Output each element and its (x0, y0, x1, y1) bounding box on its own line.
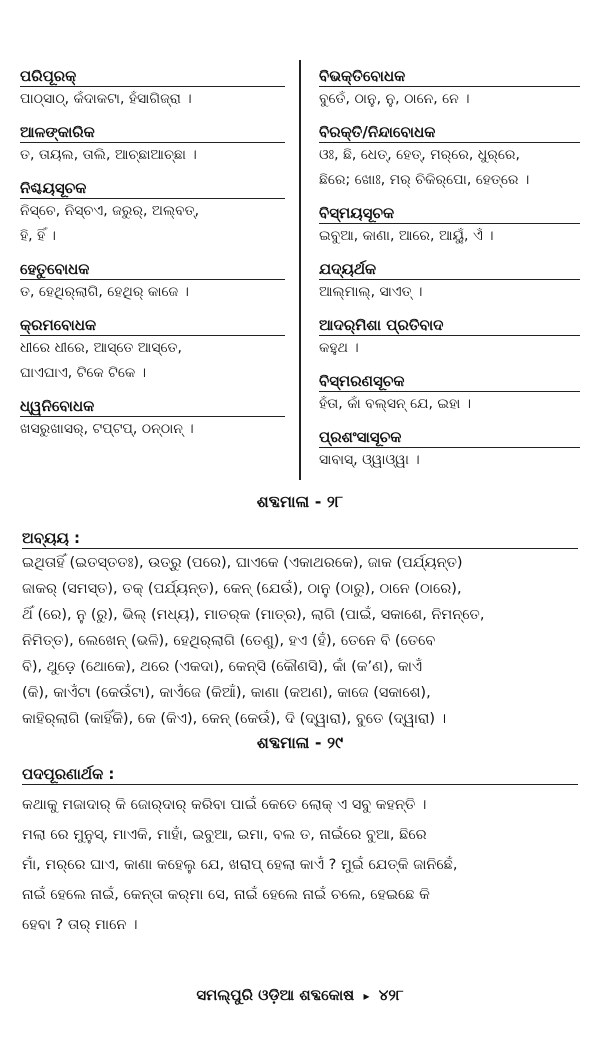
category-words: ହଁତା, କାଁ ବଲ୍‌ସନ୍ ଯେ, ଇହା । (319, 396, 472, 412)
section-29-body (22, 790, 582, 940)
right-entry (319, 365, 580, 417)
category-words: ତ, ହେଥିର୍‌ଲାଗି, ହେଥିର୍ କାଜେ । (20, 284, 189, 300)
category-words: ହି, ହିଁ । (20, 228, 56, 244)
right-entry (319, 421, 580, 473)
category-heading: ଯଦ୍ୟର୍ଥକ (319, 253, 580, 280)
category-words: ପାଠ୍‌ସାଠ୍, କଁଦାକଟା, ହଁସାଗିଜ୍‌ରା । (20, 91, 192, 107)
category-words: ଓଃ, ଛି, ଧେତ୍, ହେତ୍, ମର୍‌ରେ, ଧୁର୍‌ରେ, (319, 147, 520, 163)
footer-page-number: ୪୨୮ (378, 986, 404, 1004)
paragraph-line: ନିମିତ୍ତ), ଲେଖେନ୍ (ଭଳି), ହେଥିର୍‌ଲାଗି (ତେଣୁ), ହଏ (ହଁ), ତେନେ ବି (ତେବେ (22, 633, 436, 649)
paragraph-line: ଜାକର୍ (ସମସ୍ତ), ତକ୍ (ପର୍ଯ୍ୟନ୍ତ), କେନ୍ (ଯେଉଁ), ଠାନୁ (ଠାରୁ), ଠାନେ (ଠାରେ), (22, 581, 462, 597)
left-entry (20, 253, 285, 305)
paragraph-line: ଥିଁ (ରେ), ନୁ (ରୁ), ଭିଲ୍ (ମଧ୍ୟ), ମାତର୍‌କ (ମାତ୍ର), ଲାଗି (ପାଇଁ, ସକାଶେ, ନିମନ୍ତେ, (22, 607, 485, 623)
category-words: ଖସରୁଖାସର୍, ଟପ୍‌ଟପ୍, ଠନ୍‌ଠାନ୍ । (20, 421, 194, 437)
category-heading: ଆଦର୍‌ମିଶା ପ୍ରତିବାଦ (319, 309, 580, 336)
paragraph-line: ମାଁ, ମର୍‌ରେ ଘାଏ, କାଣା କହେଲୁ ଯେ, ଖରାପ୍ ହେଲା କାଏଁ ? ମୁଇଁ ଯେତ୍‌କି ଜାନିଛେଁ, (22, 857, 458, 873)
right-entry (319, 116, 580, 193)
right-entry (319, 197, 580, 249)
left-entry (20, 116, 285, 168)
category-heading: ବିରକ୍ତି/ନିନ୍ଦାବୋଧକ (319, 116, 580, 143)
paragraph-line: ହେବା ? ତାର୍ ମାନେ । (22, 917, 138, 933)
section-28-body (22, 550, 582, 732)
paragraph-line: କଥାକୁ ମଜାଦାର୍ କି ଜୋର୍‌ଦାର୍ କରିବା ପାଇଁ କେତେ ଲୋକ୍ ଏ ସବୁ କହନ୍ତି । (22, 797, 427, 813)
category-heading: ବିସ୍ମୟସୂଚକ (319, 197, 580, 224)
category-words: ସାବାସ୍, ଓ୍ୱାଓ୍ୱା । (319, 452, 420, 468)
category-heading: ନିଶ୍ଚୟସୂଚକ (20, 172, 285, 199)
category-heading: ଧ୍ୱନିବୋଧକ (20, 390, 285, 417)
category-words: କହୁଥ । (319, 340, 359, 356)
left-entry (20, 60, 285, 112)
right-entry (319, 60, 580, 112)
section-29-subheading: ପଦପୂରଣାର୍ଥକ : (22, 764, 578, 785)
category-heading: କ୍ରମବୋଧକ (20, 309, 285, 336)
footer-book-title: ସମଲ୍‌ପୁରି ଓଡ଼ିଆ ଶବ୍ଦକୋଷ (196, 986, 355, 1004)
category-words: ତ, ତାୟଲ, ତାଲି, ଆଚ୍ଛାଆଚ୍ଛା । (20, 147, 197, 163)
page-footer (0, 986, 600, 1004)
category-words: ବୁତେଁ, ଠାନୁ, ନୁ, ଠାନେ, ନେ । (319, 91, 470, 107)
category-words: ଆଲ୍‌ମାଲ୍, ସାଏତ୍ । (319, 284, 423, 300)
right-entry (319, 253, 580, 305)
paragraph-line: ଇଥିତାହିଁ (ଇତସ୍ତତଃ), ଉତ୍ରୁ (ପରେ), ଘାଏକେ (ଏକାଥରକେ), ଜାକ (ପର୍ଯ୍ୟନ୍ତ) (22, 555, 463, 571)
category-heading: ବିଭକ୍ତିବୋଧକ (319, 60, 580, 87)
section-28-title: ଶବ୍ଦମାଳା - ୨୮ (256, 492, 344, 511)
category-words: ଛିରେ; ଖୋଃ, ମର୍ ଚିକିର୍‌ପୋ, ହେତ୍‌ରେ । (319, 172, 530, 188)
section-29-title: ଶବ୍ଦମାଳା - ୨୯ (256, 733, 344, 752)
paragraph-line: ନାଇଁ ହେଲେ ନାଇଁ, କେନ୍‌ତା କର୍‌ମା ସେ, ନାଇଁ ହେଲେ ନାଇଁ ଚଲେ, ହେଇଛେ କି (22, 887, 430, 903)
category-words: ଘାଏଘାଏ, ଟିକେ ଟିକେ । (20, 365, 146, 381)
paragraph-line: କାହିର୍‌ଲାଗି (କାହିଁକି), କେ (କିଏ), କେନ୍ (କେଉଁ), ଦି (ଦ୍ୱାରା), ବୁତେ (ଦ୍ୱାରା) । (22, 711, 447, 727)
category-words: ଧୀରେ ଧୀରେ, ଆସ୍‌ତେ ଆସ୍‌ତେ, (20, 340, 182, 356)
section-28-subheading: ଅବ୍ୟୟ : (22, 528, 578, 549)
category-words: ନିସ୍‌ଚେ, ନିସ୍‌ଚଏ, ଜରୁର୍, ଅଲ୍‌ବତ୍, (20, 203, 200, 219)
right-column (301, 60, 580, 470)
paragraph-line: ବି), ଥୁଡ଼େ (ଥୋକେ), ଥରେ (ଏକଦା), କେନ୍‌ସି (କୌଣସି), କାଁ (କ’ଣ), କାଏଁ (22, 659, 423, 675)
left-entry (20, 309, 285, 386)
category-words: ଇବୁଆ, କାଣା, ଆରେ, ଆୟୁଁ, ଏଁ । (319, 228, 494, 244)
paragraph-line: (କି), କାଏଁଟା (କେଉଁଟା), କାଏଁଜେ (କିଆଁ), କାଣା (କଅଣ), କାଜେ (ସକାଶେ), (22, 685, 431, 701)
left-column (20, 60, 299, 470)
category-heading: ବିସ୍ମରଣସୂଚକ (319, 365, 580, 392)
category-columns (20, 60, 580, 470)
category-heading: ପରିପୂରକ୍ (20, 60, 285, 87)
left-entry (20, 172, 285, 249)
left-entry (20, 390, 285, 442)
category-heading: ପ୍ରଶଂସାସୂଚକ (319, 421, 580, 448)
right-entry (319, 309, 580, 361)
paragraph-line: ମଲା ରେ ମୁନୁସ୍, ମାଏକି, ମାହାଁ, ଇବୁଆ, ଇମା, ବଲ ତ, ନାଇଁରେ ବୁଆ, ଛିରେ (22, 827, 427, 843)
footer-marker: ▸ (363, 989, 370, 1003)
category-heading: ହେତୁବୋଧକ (20, 253, 285, 280)
category-heading: ଆଳଙ୍କାରିକ (20, 116, 285, 143)
